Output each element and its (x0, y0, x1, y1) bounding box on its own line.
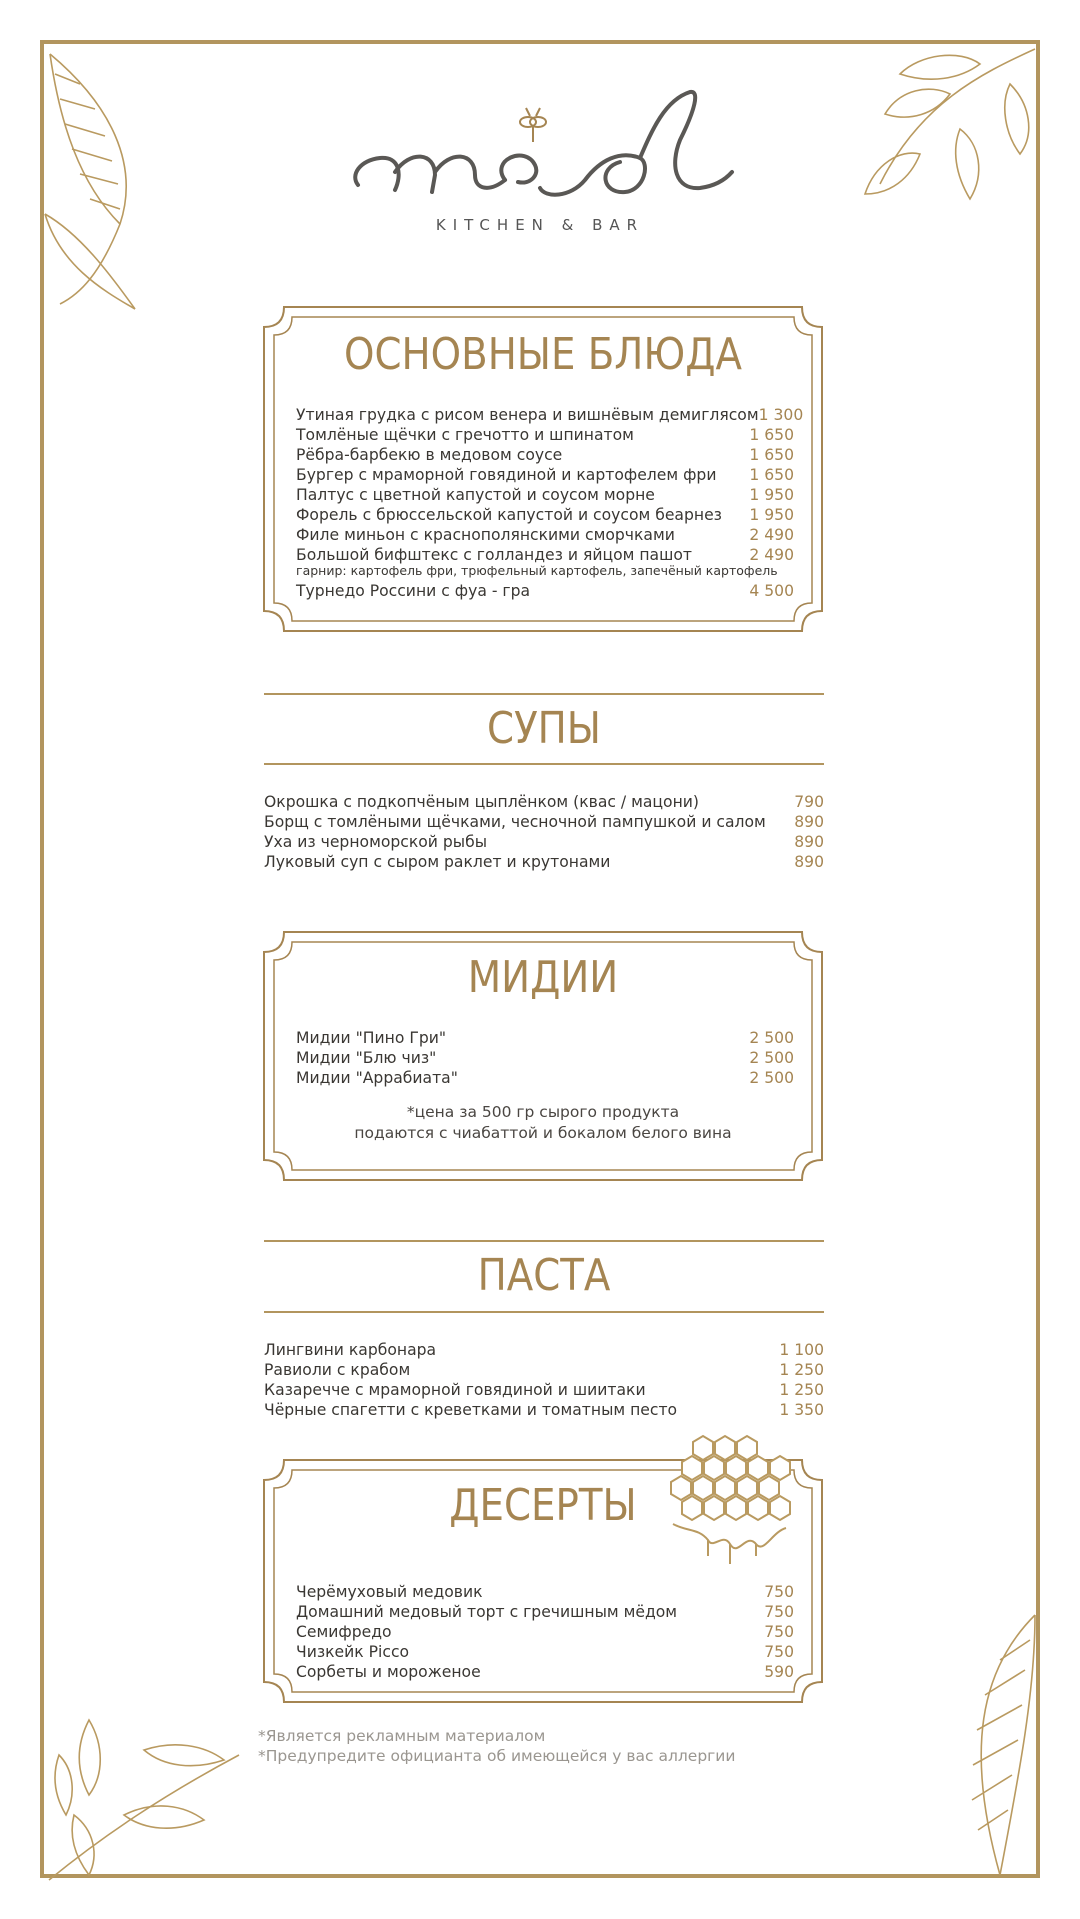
menu-item: Турнедо Россини с фуа - гра 4 500 (296, 582, 794, 600)
menu-item: Черёмуховый медовик 750 (296, 1583, 794, 1601)
leaf-decoration-bottom-left-icon (44, 1715, 244, 1885)
menu-item: Окрошка с подкопчёным цыплёнком (квас / мацони) 790 (264, 793, 824, 811)
honeycomb-icon (668, 1432, 798, 1572)
menu-item: Палтус с цветной капустой и соусом морне 1 950 (296, 486, 794, 504)
divider-line (264, 1240, 824, 1242)
menu-item: Чизкейк Рicco 750 (296, 1643, 794, 1661)
mussels-price-note: *цена за 500 гр сырого продукта (406, 1103, 680, 1121)
brand-logo (340, 80, 740, 240)
menu-item: Утиная грудка с рисом венера и вишнёвым демиглясом 1 300 (296, 406, 804, 424)
pasta-list (264, 1340, 824, 1420)
menu-item: Мидии "Аррабиата" 2 500 (296, 1069, 794, 1087)
section-title-main: ОСНОВНЫЕ БЛЮДА (344, 329, 742, 380)
menu-item: Мидии "Пино Гри" 2 500 (296, 1029, 794, 1047)
menu-item: Мидии "Блю чиз" 2 500 (296, 1049, 794, 1067)
menu-item: Чёрные спагетти с креветками и томатным песто 1 350 (264, 1401, 824, 1419)
main-courses-section (262, 305, 824, 633)
leaf-decoration-top-left-icon (40, 44, 150, 314)
menu-item: Томлёные щёчки с гречотто и шпинатом 1 650 (296, 426, 794, 444)
divider-line (264, 1311, 824, 1313)
menu-item: Рёбра-барбекю в медовом соусе 1 650 (296, 446, 794, 464)
divider-line (264, 763, 824, 765)
menu-item: Большой бифштекс с голландез и яйцом пашот 2 490 (296, 546, 794, 564)
section-title-mussels: МИДИИ (467, 952, 619, 1003)
menu-item: Домашний медовый торт с гречишным мёдом 750 (296, 1603, 794, 1621)
mussels-serving-note: подаются с чиабаттой и бокалом белого вина (354, 1124, 732, 1142)
garnish-note: гарнир: картофель фри, трюфельный картофель, запечёный картофель (296, 563, 778, 578)
menu-item: Казаречче с мраморной говядиной и шиитаки 1 250 (264, 1381, 824, 1399)
menu-item: Бургер с мраморной говядиной и картофелем фри 1 650 (296, 466, 794, 484)
soups-list (264, 792, 824, 872)
menu-item: Лингвини карбонара 1 100 (264, 1341, 824, 1359)
menu-item: Борщ с томлёными щёчками, чесночной пампушкой и салом 890 (264, 813, 824, 831)
brand-subtitle: KITCHEN & BAR (435, 216, 645, 234)
mussels-section (262, 930, 824, 1182)
section-title-soups: СУПЫ (487, 703, 601, 754)
menu-item: Форель с брюссельской капустой и соусом беарнез 1 950 (296, 506, 794, 524)
menu-item: Семифредо 750 (296, 1623, 794, 1641)
leaf-decoration-top-right-icon (860, 44, 1040, 214)
footer-allergy-note: *Предупредите официанта об имеющейся у вас аллергии (258, 1747, 736, 1765)
med-script-logo (340, 80, 740, 210)
divider-line (264, 693, 824, 695)
menu-item: Равиоли с крабом 1 250 (264, 1361, 824, 1379)
section-title-desserts: ДЕСЕРТЫ (449, 1480, 637, 1531)
menu-item: Луковый суп с сыром раклет и крутонами 890 (264, 853, 824, 871)
section-title-pasta: ПАСТА (477, 1250, 611, 1301)
menu-item: Сорбеты и мороженое 590 (296, 1663, 794, 1681)
menu-item: Уха из черноморской рыбы 890 (264, 833, 824, 851)
footer-ad-note: *Является рекламным материалом (258, 1727, 546, 1745)
leaf-decoration-bottom-right-icon (960, 1610, 1040, 1880)
menu-item: Филе миньон с краснополянскими сморчками 2 490 (296, 526, 794, 544)
